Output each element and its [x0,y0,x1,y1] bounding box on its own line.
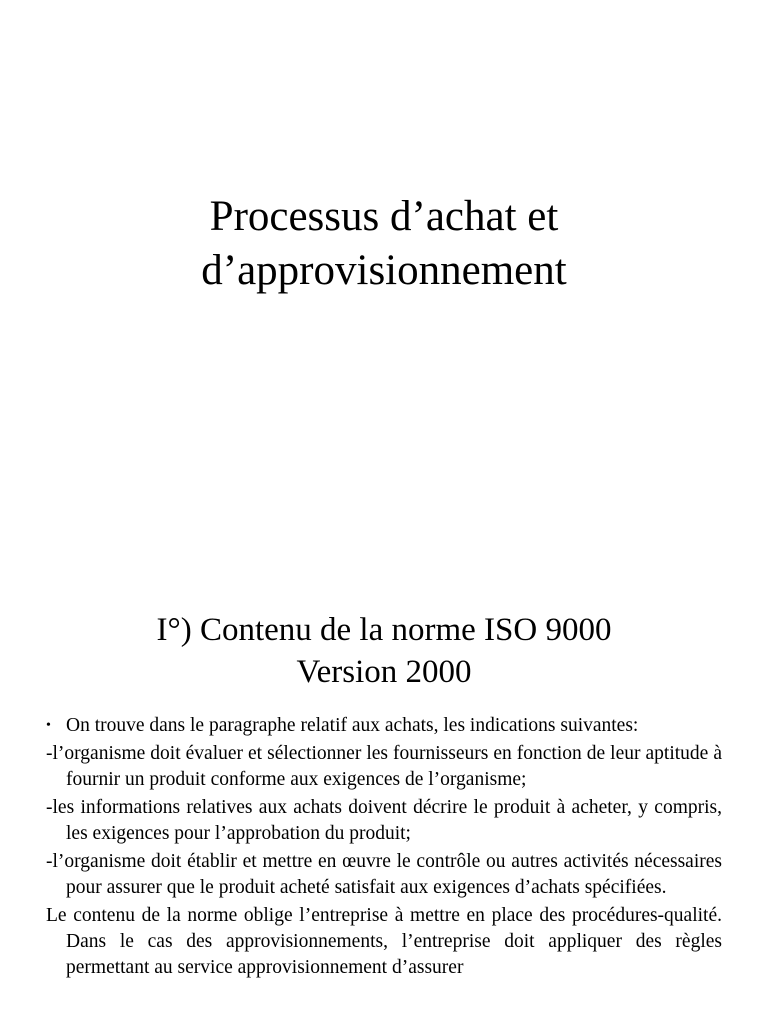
slide-2-title-line-2: Version 2000 [296,654,472,690]
slide-1-title-line-1: Processus d’achat et [209,193,559,240]
paragraph-controle: -l’organisme doit établir et mettre en œuvre le contrôle ou autres activités nécessaires pour assurer que le produit acheté satisfait aux exigences d’achats spécifiées. [46,851,722,898]
slide-1-title-line-2: d’approvisionnement [201,247,567,294]
bullet-text: On trouve dans le paragraphe relatif aux achats, les indications suivantes: [66,715,639,736]
slide-2 [0,576,768,1024]
paragraph-evaluation: -l’organisme doit évaluer et sélectionner les fournisseurs en fonction de leur aptitude à fournir un produit conforme aux exigences de l’organisme; [46,743,722,790]
bullet-icon: • [46,718,51,733]
paragraph-contenu-norme: Le contenu de la norme oblige l’entreprise à mettre en place des procédures-qualité. Dans le cas des approvisionnements, l’entreprise doit appliquer des règles permettant au service approvisionnement d’assurer [46,905,722,978]
slide-2-title [0,609,768,693]
bullet-item [46,713,722,739]
slide-2-body [46,713,722,983]
paragraph-informations: -les informations relatives aux achats doivent décrire le produit à acheter, y compris, les exigences pour l’approbation du produit; [46,797,722,844]
slide-1-title [0,190,768,298]
slide-2-title-line-1: I°) Contenu de la norme ISO 9000 [156,612,612,648]
